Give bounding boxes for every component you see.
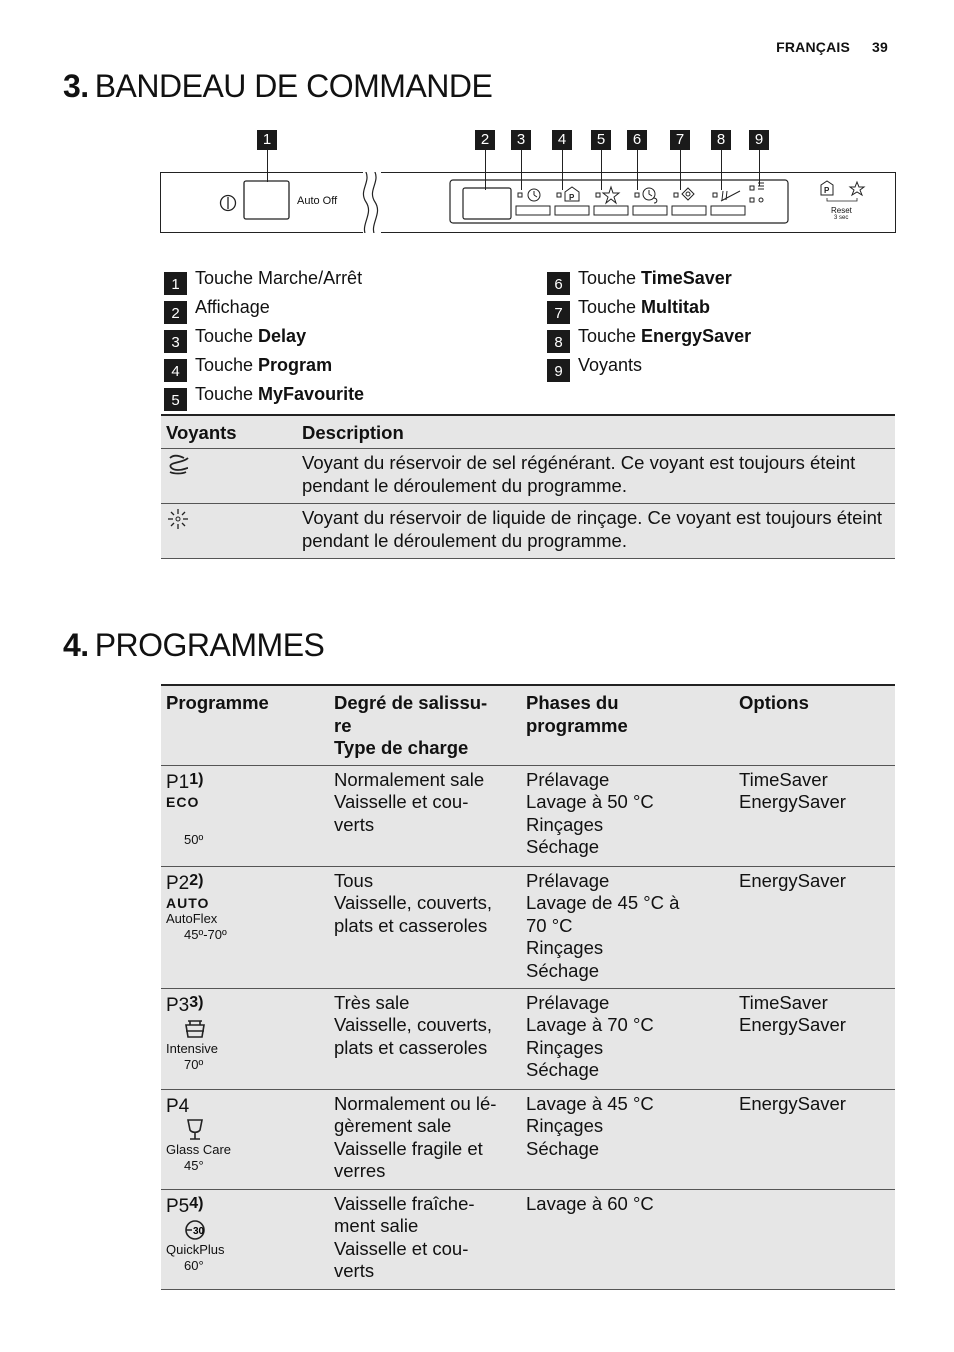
options-cell (734, 1189, 895, 1289)
legend-number: 1 (164, 272, 187, 295)
options-line: EnergySaver (739, 791, 846, 812)
soil-line: Normalement sale (334, 768, 485, 790)
auto-icon (166, 895, 324, 943)
programme-icon-label: Glass Care (166, 1142, 232, 1157)
table-row (161, 1189, 895, 1289)
phases-cell (521, 1089, 734, 1189)
legend-bold: Delay (258, 326, 307, 346)
soil-cell (329, 1089, 521, 1189)
programme-id: P3 (166, 994, 190, 1016)
programme-cell (161, 988, 329, 1089)
programme-cell (161, 866, 329, 988)
options-line: TimeSaver (739, 991, 828, 1013)
programme-id: P5 (166, 1195, 190, 1217)
page-number: 39 (872, 39, 888, 55)
legend-text: Touche (578, 297, 642, 317)
panel-marker-5: 5 (591, 130, 611, 150)
eco-icon (166, 794, 324, 848)
table-row (161, 866, 895, 988)
table-row (161, 504, 895, 559)
myfavourite-icon (603, 187, 619, 203)
reset-label: Reset (831, 206, 852, 215)
programme-temperature: 70º (184, 1057, 204, 1072)
section-3-number: 3. (63, 68, 89, 104)
section-4-number: 4. (63, 627, 89, 663)
auto-off-label: Auto Off (297, 195, 338, 207)
phases-cell (521, 866, 734, 988)
programme-name (166, 1096, 189, 1117)
soil-cell (329, 1189, 521, 1289)
soil-line: Normalement ou lé- (334, 1092, 497, 1114)
rinse-aid-icon (166, 507, 190, 531)
phases-line: Séchage (526, 959, 600, 981)
legend-number: 5 (164, 388, 187, 411)
programme-icon-label: ECO (166, 794, 200, 810)
programme-temperature: 60° (184, 1258, 204, 1273)
col-header-options: Options (734, 685, 895, 765)
soil-line: verts (334, 1260, 375, 1281)
table-row (161, 765, 895, 866)
soil-line: ment salie (334, 1215, 419, 1236)
glass-care-icon-glyph (180, 1118, 220, 1142)
soil-cell (329, 765, 521, 866)
soil-line: Vaisselle, couverts, (334, 892, 492, 913)
quickplus-icon-glyph (180, 1218, 220, 1242)
phases-line: Lavage de 45 °C à (526, 892, 680, 913)
programme-cell (161, 1189, 329, 1289)
soil-cell (329, 988, 521, 1089)
panel-marker-4: 4 (552, 130, 572, 150)
legend-text: Touche (195, 384, 259, 404)
table-row (161, 988, 895, 1089)
phases-line: Séchage (526, 836, 600, 857)
energysaver-icon (721, 191, 740, 201)
soil-line: Vaisselle et cou- (334, 1237, 469, 1259)
legend-number: 3 (164, 330, 187, 353)
programmes-table (161, 684, 895, 1290)
power-icon (221, 196, 236, 211)
soil-line: plats et casseroles (334, 914, 488, 936)
legend-number: 6 (547, 272, 570, 295)
programme-name (166, 772, 203, 793)
phases-line: Prélavage (526, 768, 610, 790)
multitab-icon (682, 188, 694, 200)
programme-cell (161, 765, 329, 866)
programme-id: P4 (166, 1095, 190, 1117)
programme-icon-label: Intensive (166, 1041, 219, 1056)
legend-number: 2 (164, 301, 187, 324)
table-row (161, 449, 895, 504)
voyant-description: Voyant du réservoir de sel régénérant. Ce voyant est toujours éteint pendant le déroulement du programme. (297, 449, 895, 504)
programme-temperature: 45º-70º (184, 927, 227, 942)
panel-marker-6: 6 (627, 130, 647, 150)
col-header-voyants: Voyants (161, 415, 297, 449)
programme-name (166, 1196, 203, 1217)
phases-line: Rinçages (526, 1036, 604, 1058)
legend-bold: Program (258, 355, 333, 375)
phases-line: Lavage à 60 °C (526, 1192, 654, 1214)
phases-line: Lavage à 45 °C (526, 1092, 654, 1114)
footnote-ref: 3) (189, 993, 204, 1011)
options-cell (734, 1089, 895, 1189)
options-line: EnergySaver (739, 869, 846, 891)
soil-line: Vaisselle fragile et (334, 1137, 483, 1159)
soil-line: Vaisselle et cou- (334, 791, 469, 812)
legend-bold: MyFavourite (258, 384, 365, 404)
table-header-row (161, 415, 895, 449)
intensive-icon (166, 1017, 324, 1073)
page-header (776, 39, 888, 55)
quickplus-icon (166, 1218, 324, 1274)
programme-name (166, 995, 203, 1016)
programme-id: P1 (166, 771, 190, 793)
phases-cell (521, 988, 734, 1089)
col-header-programme: Programme (161, 685, 329, 765)
legend-text: Voyants (578, 355, 643, 375)
legend-text: Touche (195, 355, 259, 375)
salt-indicator-icon (758, 183, 764, 189)
options-cell (734, 988, 895, 1089)
panel-marker-7: 7 (670, 130, 690, 150)
reset-star-icon (850, 182, 864, 195)
programme-temperature: 45° (184, 1158, 204, 1173)
soil-cell (329, 866, 521, 988)
voyant-description: Voyant du réservoir de liquide de rinçage. Ce voyant est toujours éteint pendant le déroulement du programme. (297, 504, 895, 559)
legend-bold: TimeSaver (641, 268, 732, 288)
options-cell (734, 866, 895, 988)
phases-cell (521, 1189, 734, 1289)
phases-cell (521, 765, 734, 866)
programme-icon-label: AUTO (166, 895, 210, 911)
legend-number: 8 (547, 330, 570, 353)
phases-line: Lavage à 50 °C (526, 791, 654, 812)
col-header-description: Description (297, 415, 895, 449)
control-panel (160, 172, 896, 233)
section-3-title (63, 68, 492, 105)
programme-cell (161, 1089, 329, 1189)
reset-sub-label: 3 sec (834, 215, 849, 221)
phases-line: Prélavage (526, 869, 610, 891)
phases-line: Lavage à 70 °C (526, 1014, 654, 1035)
panel-marker-8: 8 (711, 130, 731, 150)
soil-line: verts (334, 813, 375, 835)
options-cell (734, 765, 895, 866)
soil-line: gèrement sale (334, 1115, 452, 1136)
programme-icon-label: AutoFlex (166, 911, 218, 926)
panel-marker-3: 3 (511, 130, 531, 150)
soil-line: Vaisselle fraîche- (334, 1192, 475, 1214)
soil-line: verres (334, 1160, 386, 1181)
panel-marker-1: 1 (257, 130, 277, 150)
table-row (161, 1089, 895, 1189)
legend-bold: Multitab (641, 297, 711, 317)
phases-line: Séchage (526, 1137, 600, 1159)
panel-marker-2: 2 (475, 130, 495, 150)
legend-text: Touche Marche/Arrêt (195, 268, 363, 288)
legend-text: Touche (195, 326, 259, 346)
legend-number: 9 (547, 359, 570, 382)
panel-marker-9: 9 (749, 130, 769, 150)
language-label: FRANÇAIS (776, 39, 851, 55)
voyant-icon-cell (161, 449, 297, 504)
programme-temperature: 50º (184, 832, 204, 847)
on-off-button-shape (244, 181, 289, 219)
soil-line: plats et casseroles (334, 1036, 488, 1058)
phases-line: Rinçages (526, 1115, 604, 1136)
soil-line: Très sale (334, 991, 410, 1013)
svg-text:P: P (824, 186, 830, 195)
programme-name (166, 873, 203, 894)
programme-id: P2 (166, 872, 190, 894)
legend-text: Affichage (195, 297, 270, 317)
phases-line: Rinçages (526, 937, 604, 958)
footnote-ref: 4) (189, 1194, 204, 1212)
options-line: TimeSaver (739, 768, 828, 790)
section-3-heading: BANDEAU DE COMMANDE (94, 68, 493, 104)
options-line: EnergySaver (739, 1092, 846, 1114)
svg-text:30: 30 (193, 1226, 205, 1237)
salt-icon (166, 452, 190, 476)
rinse-indicator-icon (759, 198, 763, 202)
phases-line: Prélavage (526, 991, 610, 1013)
phases-line: Séchage (526, 1059, 600, 1080)
footnote-ref: 1) (189, 770, 204, 788)
display-shape (463, 188, 511, 219)
col-header-phases: Phases du programme (521, 685, 734, 765)
programme-icon-label: QuickPlus (166, 1242, 225, 1257)
voyants-table (161, 414, 895, 559)
legend-bold: EnergySaver (641, 326, 752, 346)
svg-text:P: P (569, 193, 575, 202)
legend-number: 7 (547, 301, 570, 324)
voyant-icon-cell (161, 504, 297, 559)
soil-line: Vaisselle, couverts, (334, 1014, 492, 1035)
col-header-soil: Degré de salissu- re Type de charge (329, 685, 521, 765)
soil-line: Tous (334, 869, 374, 891)
options-line: EnergySaver (739, 1014, 846, 1035)
phases-line: 70 °C (526, 914, 573, 936)
legend-number: 4 (164, 359, 187, 382)
table-header-row (161, 685, 895, 765)
footnote-ref: 2) (189, 871, 204, 889)
legend-text: Touche (578, 326, 642, 346)
section-4-title (63, 627, 324, 664)
legend-text: Touche (578, 268, 642, 288)
section-4-heading: PROGRAMMES (94, 627, 325, 663)
control-panel-drawing (160, 172, 896, 233)
glass-care-icon (166, 1118, 324, 1174)
phases-line: Rinçages (526, 813, 604, 835)
intensive-icon-glyph (180, 1017, 220, 1041)
